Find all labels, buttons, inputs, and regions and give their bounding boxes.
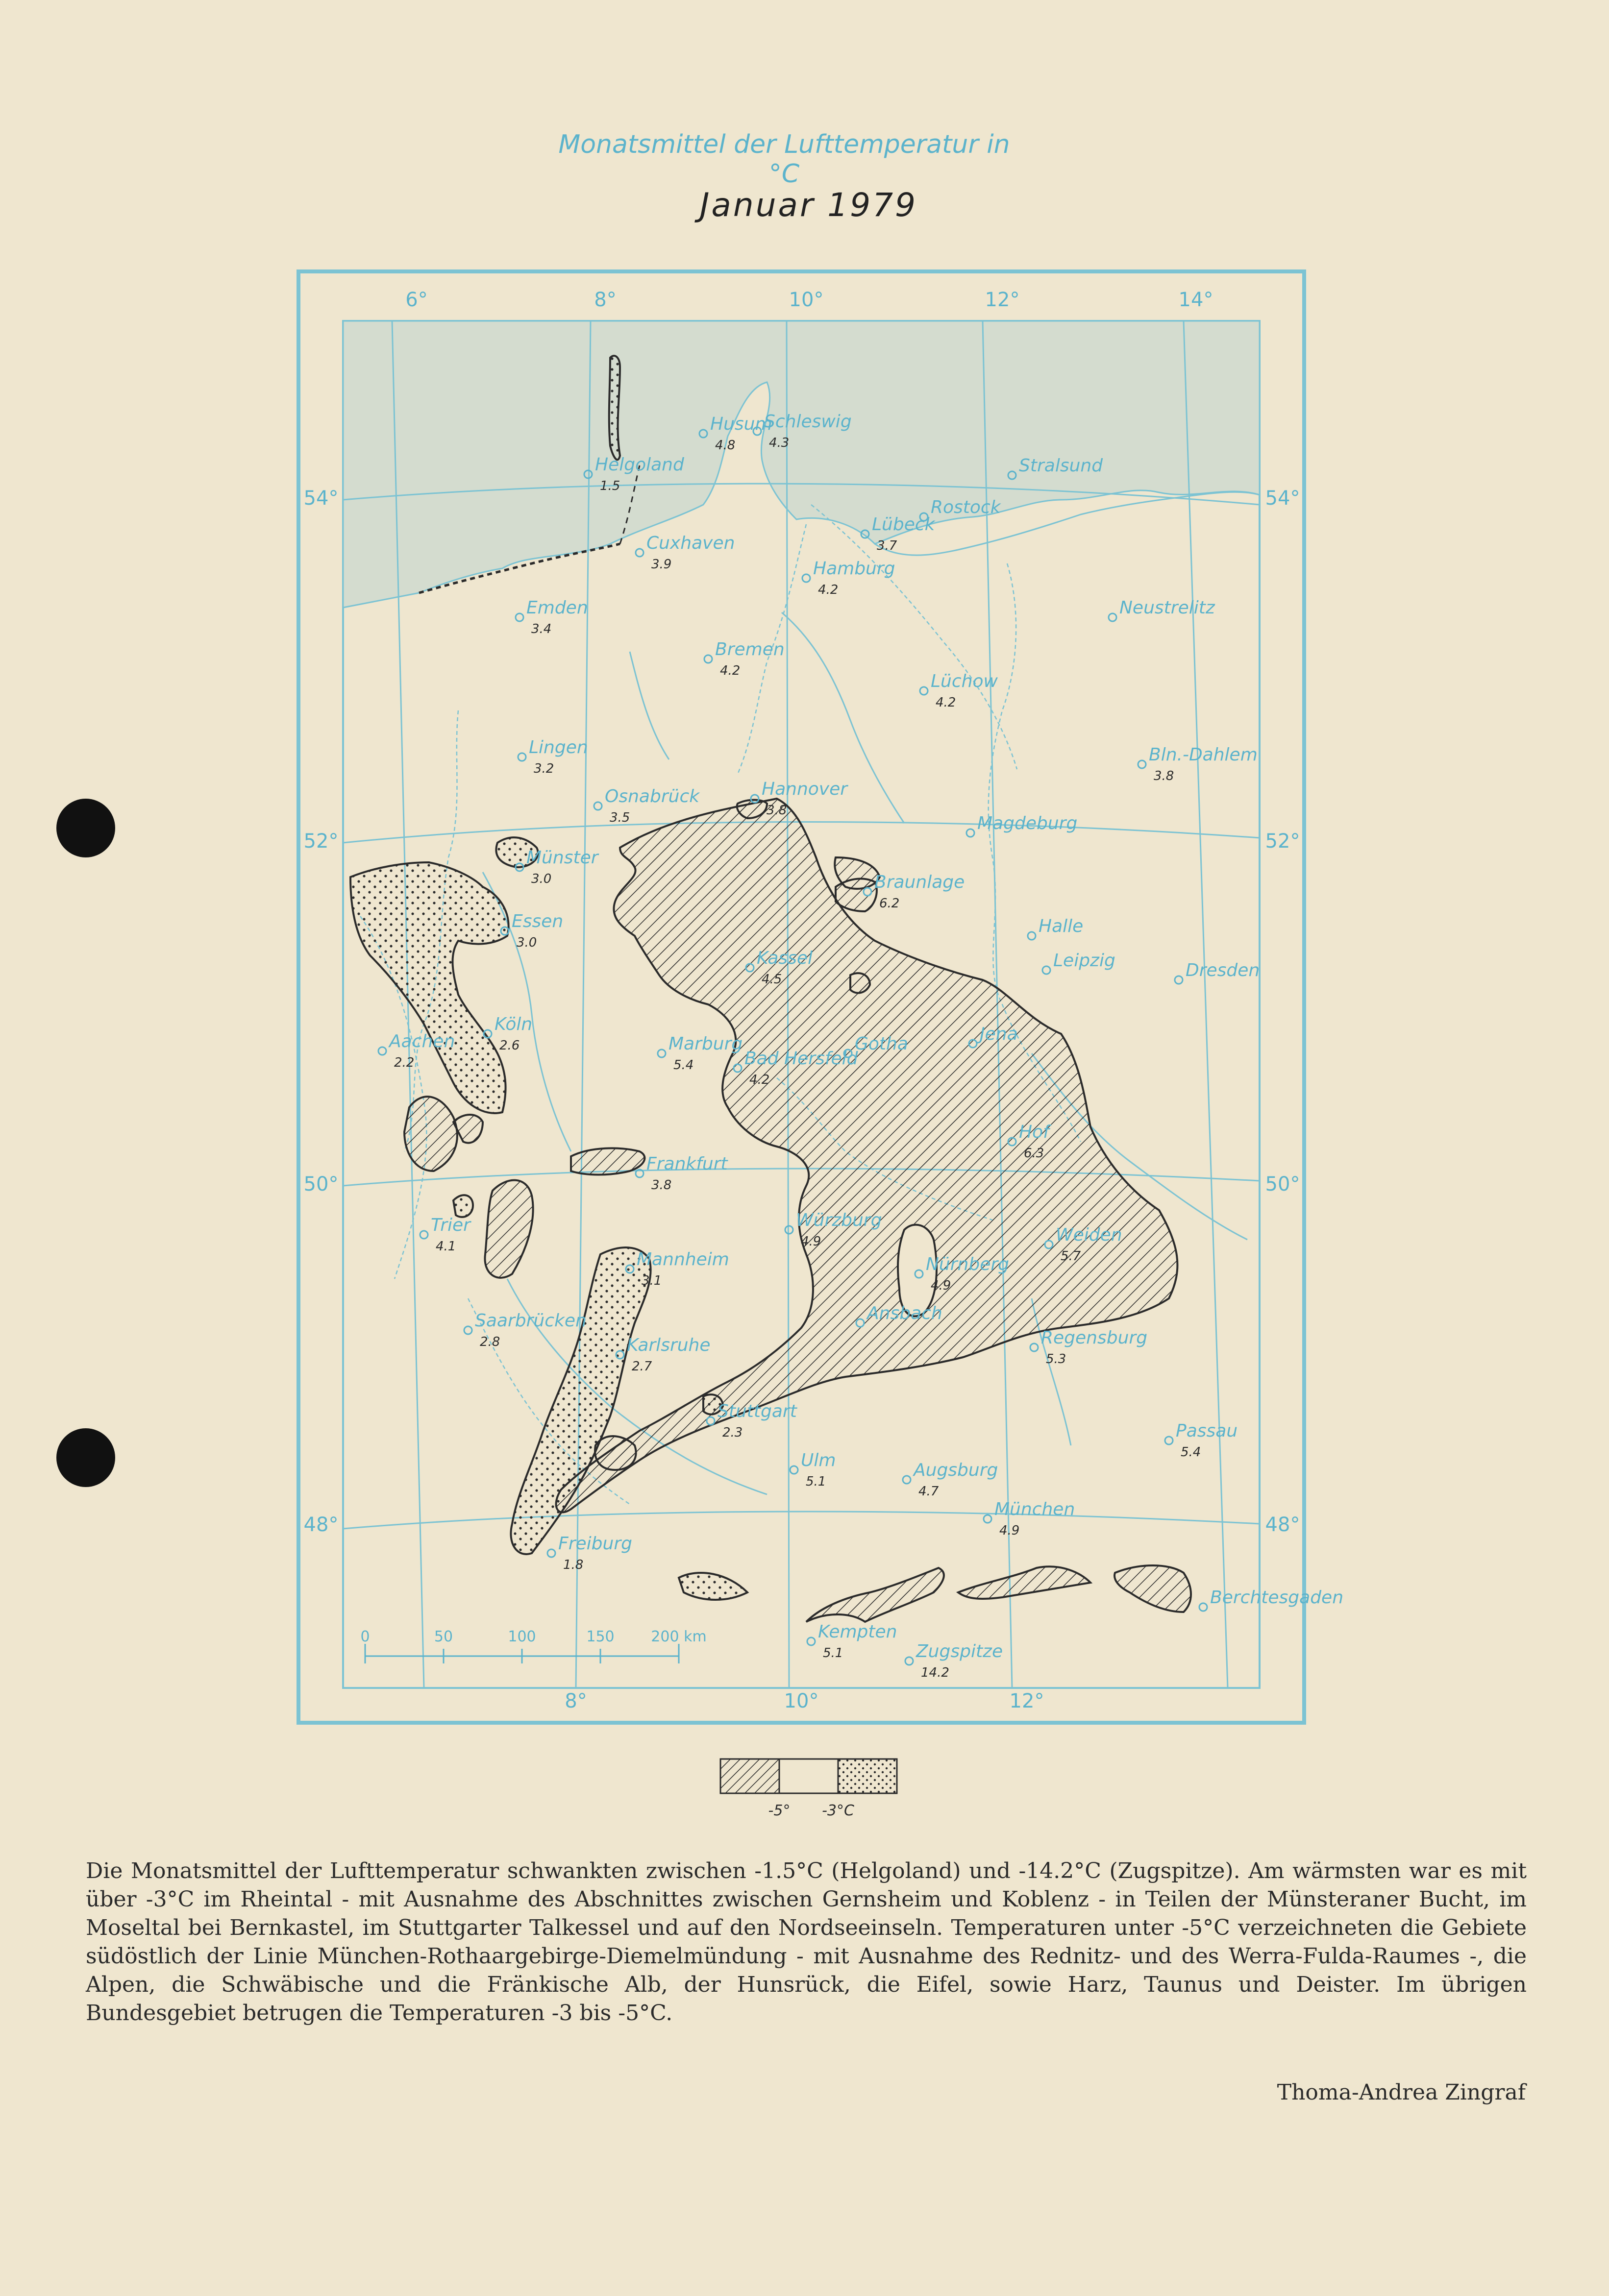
author: Thoma-Andrea Zingraf — [1277, 2080, 1526, 2105]
station-name: Lingen — [529, 737, 588, 757]
station-marker — [1042, 966, 1050, 974]
longitude-label-bottom: 8° — [565, 1690, 587, 1712]
station-name: Nürnberg — [926, 1254, 1010, 1274]
station-name: Hannover — [762, 779, 848, 799]
station-marker — [1175, 976, 1183, 984]
station-name: Aachen — [389, 1031, 455, 1051]
station-marker — [1030, 1343, 1038, 1351]
station-value: 3.8 — [651, 1178, 672, 1193]
station-marker — [785, 1226, 793, 1234]
station-marker — [984, 1515, 991, 1523]
scale-bar-label: 200 km — [651, 1628, 707, 1645]
station-value: 5.3 — [1046, 1352, 1066, 1367]
bodensee-area — [679, 1573, 747, 1600]
station-marker — [790, 1466, 798, 1474]
station-value: 2.7 — [632, 1359, 652, 1374]
station-value: 3.5 — [610, 810, 630, 825]
station-marker — [704, 655, 712, 663]
station-marker — [636, 549, 644, 557]
station-value: 2.8 — [480, 1335, 500, 1349]
legend-label-minus5: -5° — [768, 1802, 791, 1819]
station-name: Bad Hersfeld — [744, 1049, 858, 1069]
station-marker — [464, 1326, 472, 1334]
latitude-label-left: 50° — [303, 1173, 339, 1196]
station-value: 4.2 — [936, 695, 956, 710]
station-value: 14.2 — [921, 1665, 949, 1680]
station-name: Lüchow — [931, 671, 998, 691]
station-value: 4.3 — [769, 436, 790, 450]
station-marker — [802, 574, 810, 582]
station-name: Marburg — [668, 1034, 743, 1054]
station-name: Neustrelitz — [1119, 598, 1215, 618]
scale-bar-label: 0 — [360, 1628, 370, 1645]
legend-blank-swatch — [779, 1759, 838, 1793]
station-marker — [658, 1050, 666, 1057]
helgoland-area — [609, 356, 620, 460]
station-value: 3.8 — [1154, 769, 1174, 783]
scale-bar-line — [365, 1644, 679, 1663]
station-value: 4.2 — [720, 663, 741, 678]
station-name: Rostock — [931, 497, 1001, 517]
station-marker — [920, 687, 928, 695]
station-name: Gotha — [855, 1034, 908, 1054]
station-value: 1.5 — [600, 479, 620, 493]
station-value: 4.9 — [801, 1234, 821, 1249]
punch-hole-bottom — [56, 1428, 115, 1487]
station-name: Weiden — [1056, 1225, 1122, 1245]
station-marker — [1165, 1437, 1173, 1444]
station-name: Magdeburg — [977, 813, 1078, 833]
sea-area — [343, 321, 1260, 608]
station-name: Mannheim — [637, 1249, 729, 1270]
station-name: Passau — [1176, 1421, 1238, 1441]
station-value: 4.8 — [715, 438, 736, 453]
station-name: München — [994, 1499, 1075, 1519]
station-name: Hamburg — [813, 559, 895, 579]
station-name: Essen — [512, 911, 564, 931]
station-value: 6.3 — [1024, 1146, 1044, 1161]
latitude-label-left: 54° — [303, 487, 339, 510]
caption: Die Monatsmittel der Lufttemperatur schwankten zwischen -1.5°C (Helgoland) und -14.2°C (Zugspitze). Am wärmsten war es mit über -3°C im Rheintal - mit Ausnahme des Abschnittes zwischen Gernsheim und Koblenz - in Teilen der Münsteraner Bucht, im Moseltal bei Bernkastel, im Stuttgarter Talkessel und auf den Nordseeinseln. Temperaturen unter -5°C verzeichneten die Gebiete südöstlich der Linie München-Rothaargebirge-Diemelmündung - mit Ausnahme des Rednitz- und des Werra-Fulda-Raumes -, die Alpen, die Schwäbische und die Fränkische Alb, der Hunsrück, die Eifel, sowie Harz, Taunus und Deister. Im übrigen Bundesgebiet betrugen die Temperaturen -3 bis -5°C. — [86, 1858, 1527, 2026]
station-name: Bln.-Dahlem — [1149, 745, 1258, 765]
station-name: Stuttgart — [718, 1401, 797, 1421]
station-value: 5.1 — [806, 1474, 826, 1489]
station-marker — [378, 1047, 386, 1055]
alps-area-1 — [806, 1568, 944, 1622]
station-marker — [905, 1657, 913, 1665]
station-marker — [903, 1476, 911, 1484]
station-name: Berchtesgaden — [1210, 1588, 1344, 1608]
longitude-label-top: 6° — [405, 289, 428, 311]
station-value: 3.0 — [531, 872, 552, 886]
station-name: Dresden — [1186, 960, 1260, 980]
station-name: Jena — [980, 1024, 1018, 1044]
station-marker — [807, 1637, 815, 1645]
station-marker — [516, 613, 523, 621]
station-name: Würzburg — [796, 1210, 882, 1230]
longitude-label-bottom: 12° — [1009, 1690, 1044, 1712]
alps-area-2 — [958, 1566, 1090, 1599]
scale-bar-label: 150 — [586, 1628, 615, 1645]
station-value: 3.9 — [651, 557, 672, 572]
scale-bar — [360, 1628, 706, 1663]
station-name: Freiburg — [558, 1534, 632, 1554]
schwarzwald-area — [595, 1436, 636, 1470]
latitude-label-right: 50° — [1265, 1173, 1300, 1196]
station-value: 2.2 — [394, 1055, 415, 1070]
station-marker — [420, 1231, 428, 1239]
station-name: Regensburg — [1041, 1328, 1148, 1348]
longitude-label-top: 10° — [789, 289, 824, 311]
station-name: Leipzig — [1053, 951, 1115, 971]
latitude-label-left: 52° — [303, 830, 339, 853]
longitude-label-bottom: 10° — [784, 1690, 819, 1712]
station-name: Helgoland — [595, 455, 684, 475]
station-name: Frankfurt — [646, 1154, 728, 1174]
station-name: Braunlage — [874, 872, 965, 892]
station-name: Ulm — [801, 1450, 836, 1470]
station-name: Kassel — [757, 948, 813, 968]
alps-area-3 — [1114, 1565, 1191, 1612]
station-value: 4.9 — [999, 1523, 1020, 1538]
station-marker — [1028, 932, 1036, 940]
latitude-label-right: 52° — [1265, 830, 1300, 853]
map-title: Monatsmittel der Lufttemperatur in °C — [558, 130, 1010, 189]
punch-hole-top — [56, 799, 115, 857]
station-value: 3.7 — [877, 538, 897, 553]
station-value: 5.4 — [673, 1058, 694, 1073]
legend-label-minus3: -3°C — [822, 1802, 854, 1819]
mosel-area — [453, 1195, 473, 1217]
latitude-label-right: 54° — [1265, 487, 1300, 510]
station-name: Augsburg — [914, 1460, 998, 1480]
station-value: 4.5 — [762, 972, 782, 987]
station-name: Ansbach — [867, 1303, 942, 1323]
temperature-map — [297, 269, 1344, 1725]
legend-hatched-swatch — [720, 1759, 779, 1793]
station-name: Saarbrücken — [475, 1311, 587, 1331]
scale-bar-label: 50 — [434, 1628, 453, 1645]
muensterland-area — [350, 862, 509, 1113]
station-value: 6.2 — [879, 896, 900, 911]
alb-area — [850, 973, 870, 993]
station-name: Bremen — [715, 639, 785, 659]
scale-bar-label: 100 — [508, 1628, 536, 1645]
month-title: Januar 1979 — [699, 186, 918, 224]
station-value: 4.2 — [749, 1073, 770, 1087]
station-name: Schleswig — [764, 412, 852, 432]
station-value: 4.9 — [931, 1278, 951, 1293]
station-name: Karlsruhe — [627, 1335, 711, 1355]
station-name: Husum — [710, 414, 772, 434]
eifel-area — [404, 1097, 457, 1171]
station-name: Kempten — [818, 1622, 897, 1642]
station-name: Halle — [1039, 916, 1084, 936]
station-name: Osnabrück — [605, 786, 700, 806]
station-value: 3.8 — [767, 803, 787, 818]
station-name: Münster — [526, 848, 598, 868]
legend-dotted-swatch — [838, 1759, 897, 1793]
station-value: 3.1 — [642, 1273, 662, 1288]
longitude-label-top: 8° — [594, 289, 617, 311]
station-marker — [1138, 760, 1146, 768]
station-value: 5.1 — [823, 1646, 843, 1661]
latitude-label-right: 48° — [1265, 1514, 1300, 1536]
station-value: 2.6 — [499, 1038, 520, 1053]
station-value: 2.3 — [722, 1425, 743, 1440]
station-marker — [966, 829, 974, 837]
station-name: Zugspitze — [916, 1641, 1003, 1661]
station-marker — [547, 1549, 555, 1557]
longitude-label-top: 14° — [1178, 289, 1213, 311]
station-name: Köln — [495, 1014, 533, 1034]
station-name: Trier — [431, 1215, 470, 1235]
station-value: 4.2 — [818, 583, 839, 597]
station-value: 3.4 — [531, 622, 552, 636]
station-value: 3.0 — [517, 935, 537, 950]
legend — [716, 1754, 912, 1823]
station-marker — [1199, 1603, 1207, 1611]
station-marker — [1109, 613, 1116, 621]
station-value: 4.7 — [918, 1484, 939, 1499]
station-name: Hof — [1019, 1122, 1049, 1142]
station-marker — [594, 802, 602, 810]
hunsrueck-area — [485, 1180, 533, 1278]
station-value: 5.7 — [1061, 1249, 1081, 1264]
station-value: 5.4 — [1181, 1445, 1201, 1460]
station-marker — [518, 753, 526, 761]
station-name: Emden — [526, 598, 588, 618]
station-value: 4.1 — [436, 1239, 456, 1254]
station-name: Lübeck — [872, 514, 935, 535]
station-value: 3.2 — [534, 761, 554, 776]
longitude-label-top: 12° — [985, 289, 1020, 311]
station-name: Cuxhaven — [646, 533, 735, 553]
station-name: Stralsund — [1019, 456, 1103, 476]
latitude-label-left: 48° — [303, 1514, 339, 1536]
station-value: 1.8 — [563, 1558, 584, 1572]
